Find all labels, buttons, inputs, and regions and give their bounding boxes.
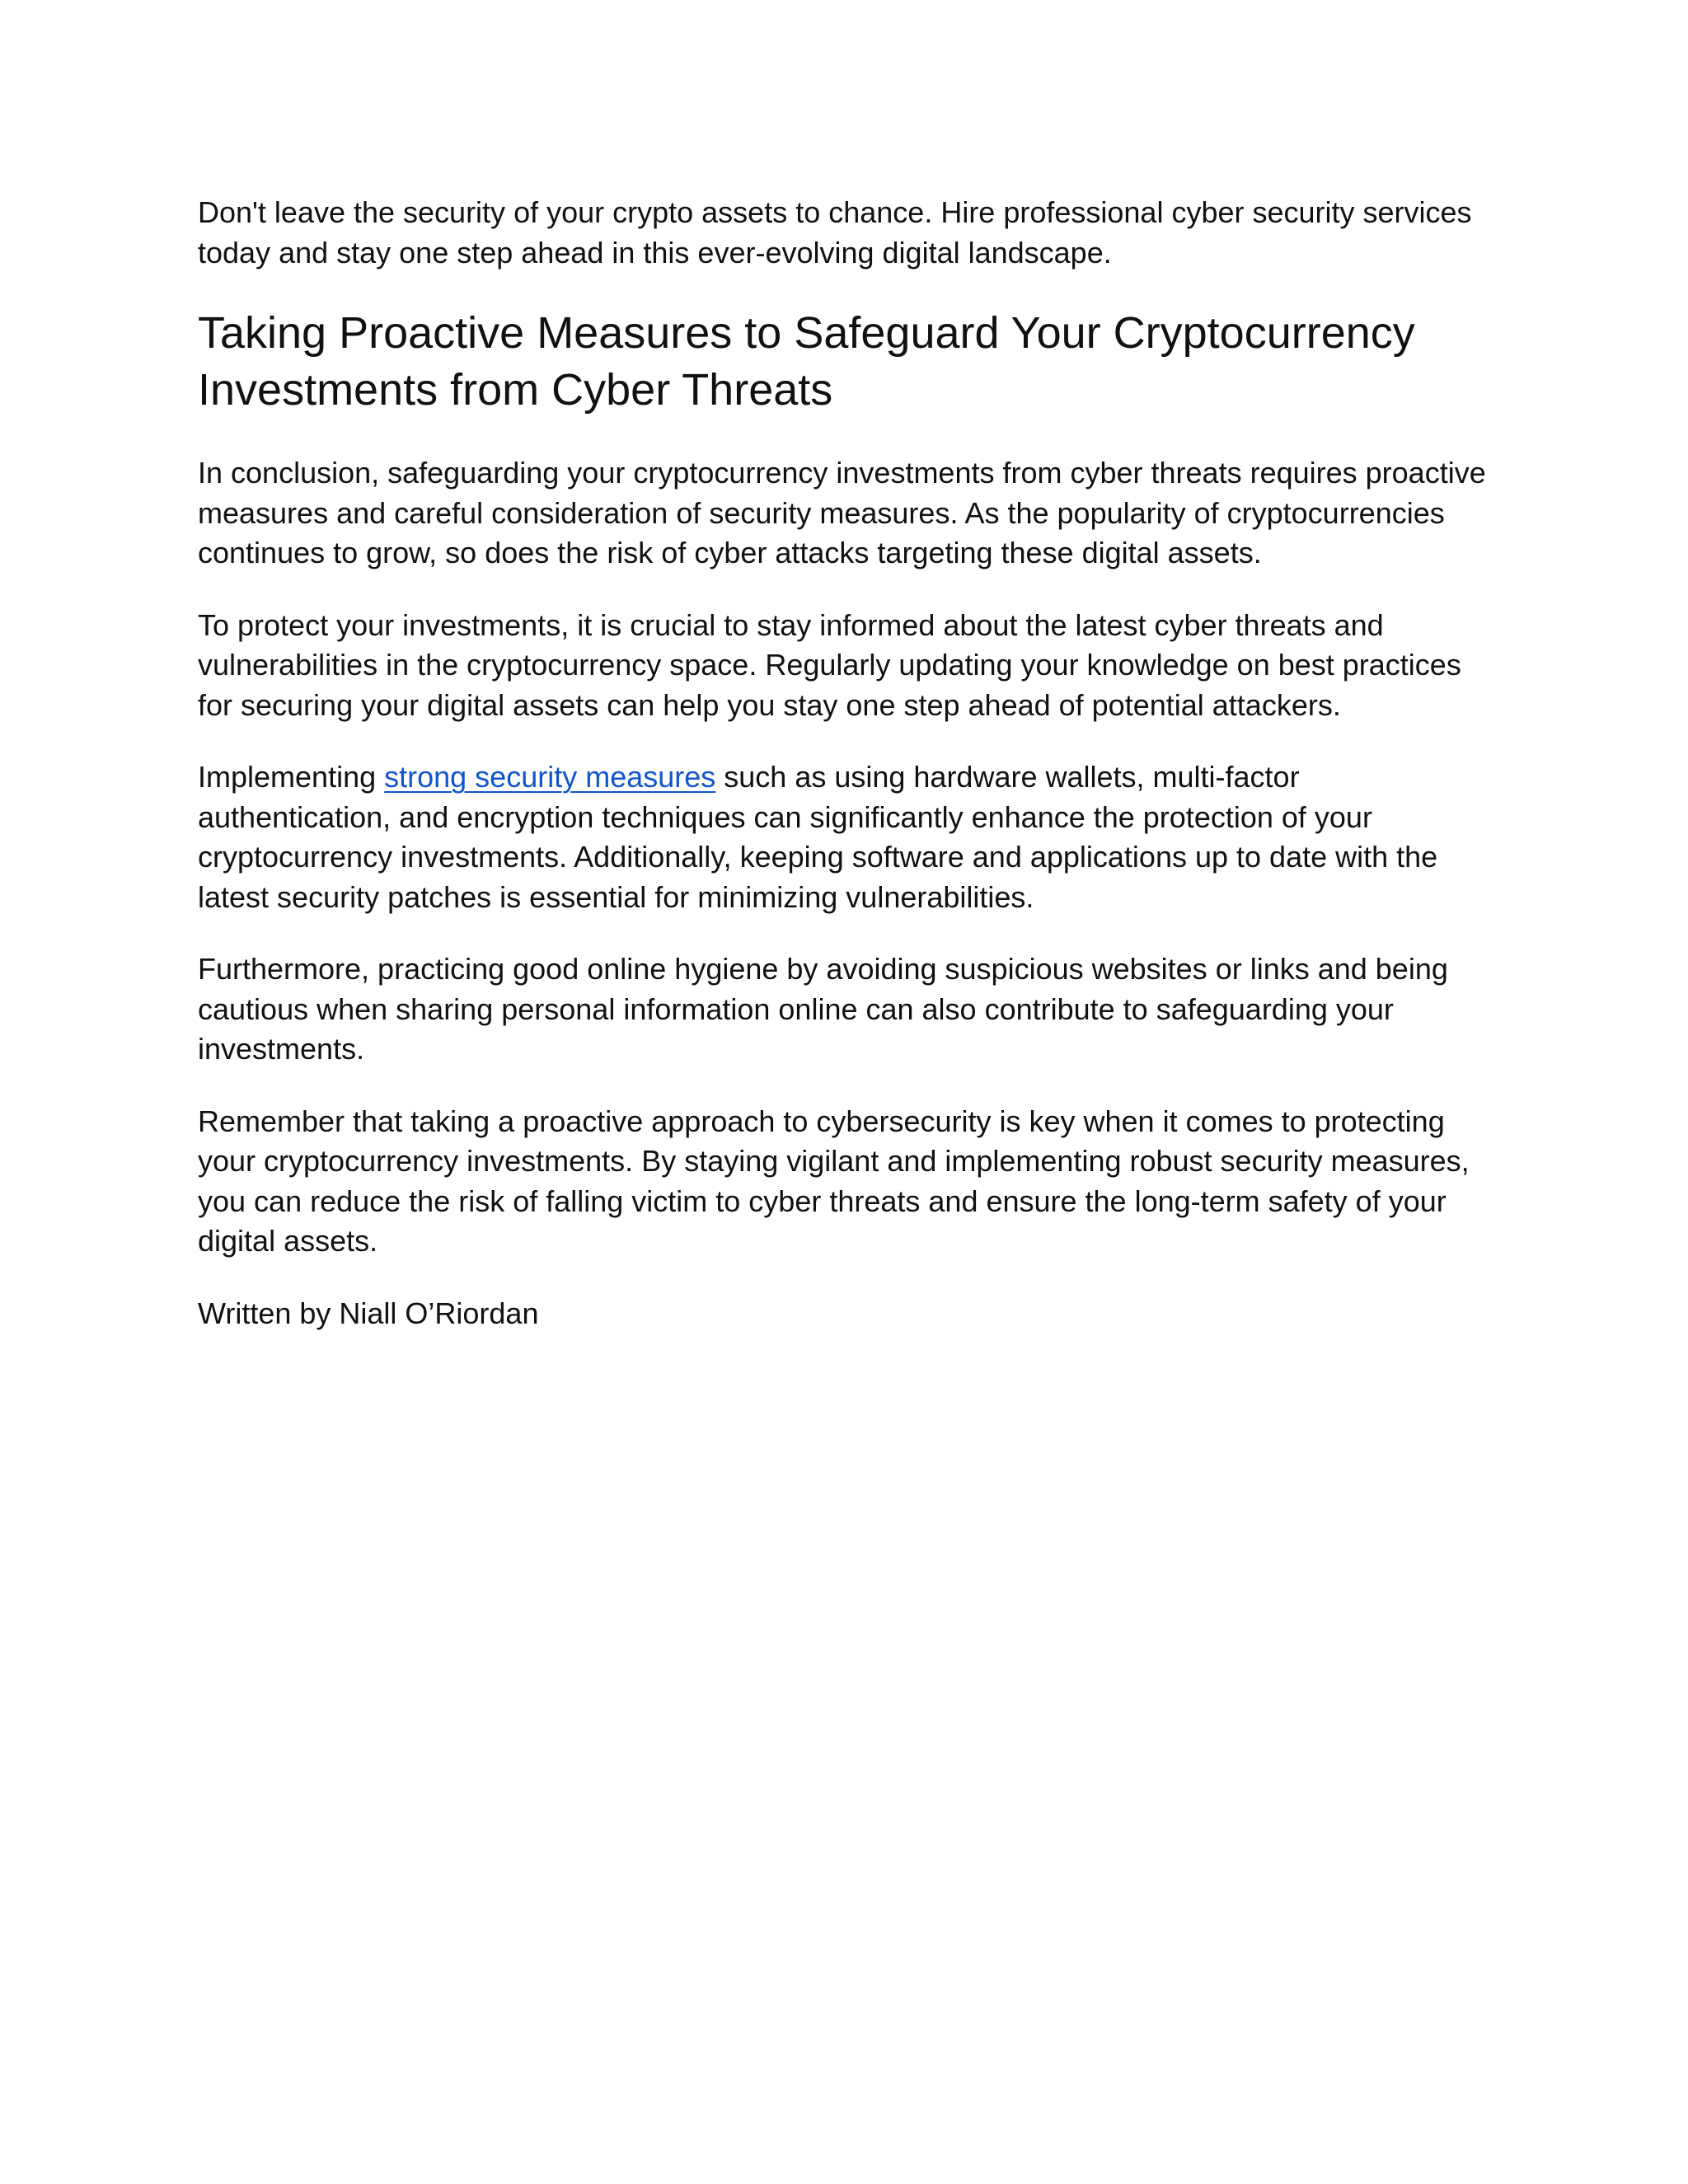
- section-heading: Taking Proactive Measures to Safeguard Your Cryptocurrency Investments from Cyber Threats: [198, 308, 1415, 415]
- online-hygiene-paragraph: Furthermore, practicing good online hygiene by avoiding suspicious websites or links and being cautious when sharing personal information online can also contribute to safeguarding your investments.: [198, 952, 1448, 1066]
- conclusion-paragraph: In conclusion, safeguarding your cryptocurrency investments from cyber threats requires proactive measures and careful consideration of security measures. As the popularity of cryptocurrencies continues to grow, so does the risk of cyber attacks targeting these digital assets.: [198, 456, 1486, 569]
- strong-security-measures-link[interactable]: strong security measures: [384, 760, 716, 794]
- document-page: [198, 193, 1500, 1366]
- security-measures-rest-text: such as using hardware wallets, multi-factor authentication, and encryption techniques can significantly enhance the protection of your cryptocurrency investments. Additionally, keeping software and applications up to date with the latest security patches is essential for minimizing vulnerabilities.: [198, 760, 1438, 914]
- stay-informed-paragraph: To protect your investments, it is crucial to stay informed about the latest cyber threats and vulnerabilities in the cryptocurrency space. Regularly updating your knowledge on best practices for securing your digital assets can help you stay one step ahead of potential attackers.: [198, 607, 1461, 722]
- author-byline: Written by Niall O’Riordan: [198, 1296, 539, 1330]
- proactive-approach-paragraph: Remember that taking a proactive approach to cybersecurity is key when it comes to protecting your cryptocurrency investments. By staying vigilant and implementing robust security measures, you can reduce the risk of falling victim to cyber threats and ensure the long-term safety of your digital assets.: [198, 1104, 1470, 1258]
- intro-paragraph: Don't leave the security of your crypto assets to chance. Hire professional cyber security services today and stay one step ahead in this ever-evolving digital landscape.: [198, 195, 1472, 269]
- security-measures-lead-text: Implementing: [198, 760, 385, 794]
- security-measures-paragraph: [198, 757, 1500, 917]
